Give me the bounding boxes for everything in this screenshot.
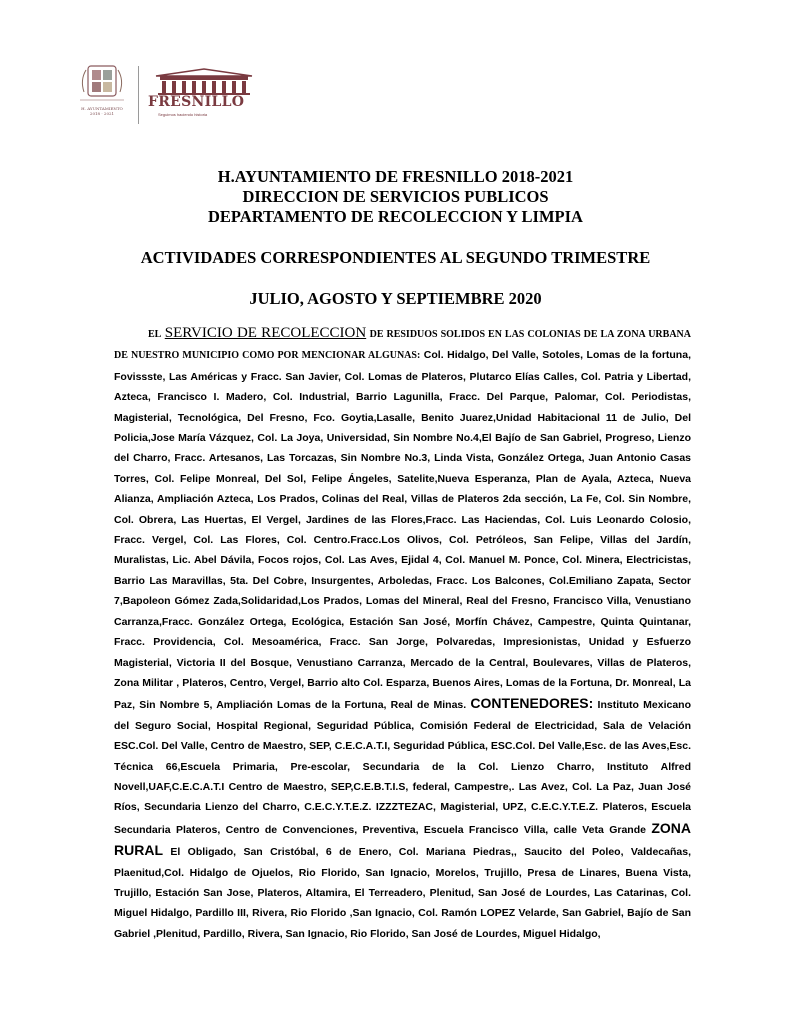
heading-periodo: JULIO, AGOSTO Y SEPTIEMBRE 2020 <box>249 289 542 308</box>
heading-ayuntamiento: H.AYUNTAMIENTO DE FRESNILLO 2018-2021 <box>217 167 574 186</box>
heading-direccion: DIRECCION DE SERVICIOS PUBLICOS <box>242 187 549 206</box>
heading-departamento: DEPARTAMENTO DE RECOLECCION Y LIMPIA <box>208 207 583 226</box>
intro-caps: DE RESIDUOS SOLIDOS EN LAS COLONIAS DE LA ZONA URBANA DE NUESTRO MUNICIPIO COMO POR MENCIONAR ALGUNAS: <box>114 329 691 362</box>
contenedores-list: Instituto Mexicano del Seguro Social, Hospital Regional, Seguridad Pública, Comisión Federal de Electricidad, Sala de Velación ESC.Col. Del Valle, Centro de Maestro, SEP, C.E.C.A.T.I, Seguridad Pública, ESC.Col. Del Valle,Esc. de las Aves,Esc. Técnica 66,Escuela Primaria, Pre-escolar, Secundaria de la Col. Lienzo Charro, Instituto Alfred Novell,UAF,C.E.C.A.T.I Centro de Maestro, SEP,C.E.B.T.I.S, federal, Campestre,. Las Avez, Col. La Paz, Juan José Ríos, Secundaria Lienzo del Charro, C.E.C.Y.T.E.Z. IZZZTEZAC, Magisterial, UPZ, C.E.C.Y.T.E.Z. Plateros, Escuela Secundaria Plateros, Centro de Convenciones, Preventiva, Escuela Francisco Villa, calle Veta Grande <box>114 699 691 836</box>
lead-el: EL <box>148 329 162 340</box>
logo-divider <box>138 66 139 124</box>
seal-caption: H. AYUNTAMIENTO 2018 · 2021 <box>81 106 123 116</box>
fresnillo-wordmark: FRESNILLO <box>148 94 245 110</box>
zona-rural-label: ZONA RURAL <box>114 819 691 859</box>
fresnillo-tagline: Seguimos haciendo historia <box>158 112 208 117</box>
body-paragraph <box>114 323 691 944</box>
rural-list: El Obligado, San Cristóbal, 6 de Enero, Col. Mariana Piedras,, Saucito del Poleo, Valdecañas, Plaenitud,Col. Hidalgo de Ojuelos, Rio Florido, San Ignacio, Morelos, Trujillo, Presa de Linares, Buena Vista, Trujillo, Estación San Jose, Plateros, Altamira, El Terreadero, Plenitud, San José de Lourdes, Las Catarinas, Col. Miguel Hidalgo, Pardillo III, Rivera, Rio Florido ,San Ignacio, Col. Ramón LOPEZ Velarde, San Gabriel, Bajío de San Gabriel ,Plenitud, Pardillo, Rivera, San Ignacio, Rio Florido, San José de Lourdes, Miguel Hidalgo, <box>114 846 691 940</box>
header-logos <box>74 62 264 126</box>
contenedores-label: CONTENEDORES: <box>470 695 594 712</box>
urban-colonies-list: Col. Hidalgo, Del Valle, Sotoles, Lomas de la fortuna, Fovissste, Las Américas y Fracc. San Javier, Col. Lomas de Plateros, Plutarco Elías Calles, Col. Patria y Libertad, Azteca, Francisco I. Madero, Col. Industrial, Barrio Lagunilla, Fracc. Del Parque, Palomar, Col. Periodistas, Magisterial, Tecnológica, Del Fresno, Fco. Goytia,Lasalle, Benito Juarez,Unidad Habitacional 11 de Julio, Del Policia,Jose María Vázquez, Col. La Joya, Universidad, Sin Nombre No.4,El Bajío de San Gabriel, Progreso, Lienzo del Charro, Fracc. Artesanos, Las Torcazas, Sin Nombre No.3, Linda Vista, González Ortega, Juan Antonio Casas Torres, Col. Felipe Monreal, Del Sol, Felipe Ángeles, Satelite,Nueva Esperanza, Plan de Ayala, Azteca, Nueva Alianza, Ampliación Azteca, Los Prados, Colinas del Real, Villas de Plateros 2da sección, La Fe, Col. Sin Nombre, Col. Obrera, Las Huertas, El Vergel, Jardines de las Flores,Fracc. Las Haciendas, Col. Luis Leonardo Colosio, Fracc. Vergel, Col. Las Flores, Col. Centro.Fracc.Los Olivos, Col. Petróleos, San Felipe, Villas del Jardín, Muralistas, Lic. Abel Dávila, Focos rojos, Col. Las Aves, Ejidal 4, Col. Manuel M. Ponce, Col. Minera, Electricistas, Barrio Las Maravillas, 5ta. Del Cobre, Insurgentes, Arboledas, Fracc. Los Balcones, Col.Emiliano Zapata, Sector 7,Bapoleon Gómez Zada,Solidaridad,Los Prados, Lomas del Mineral, Real del Fresno, Francisco Villa, Venustiano Carranza,Fracc. González Ortega, Ecológica, Estación San José, Morfín Chávez, Campestre, Quinta Quintanar, Fracc. Providencia, Col. Mesoamérica, Fracc. San Jorge, Polvaredas, Impresionistas, Unidad y Esfuerzo Magisterial, Victoria II del Bosque, Venustiano Carranza, Mercado de la Central, Boulevares, Villas de Plateros, Zona Militar , Plateros, Centro, Vergel, Barrio alto Col. Esparza, Buenos Aires, Lomas de la Fortuna, Dr. Monreal, La Paz, Sin Nombre 5, Ampliación Lomas de la Fortuna, Real de Minas. <box>114 349 691 712</box>
service-label: SERVICIO DE RECOLECCION <box>164 325 367 341</box>
heading-actividades: ACTIVIDADES CORRESPONDIENTES AL SEGUNDO TRIMESTRE <box>140 248 651 267</box>
